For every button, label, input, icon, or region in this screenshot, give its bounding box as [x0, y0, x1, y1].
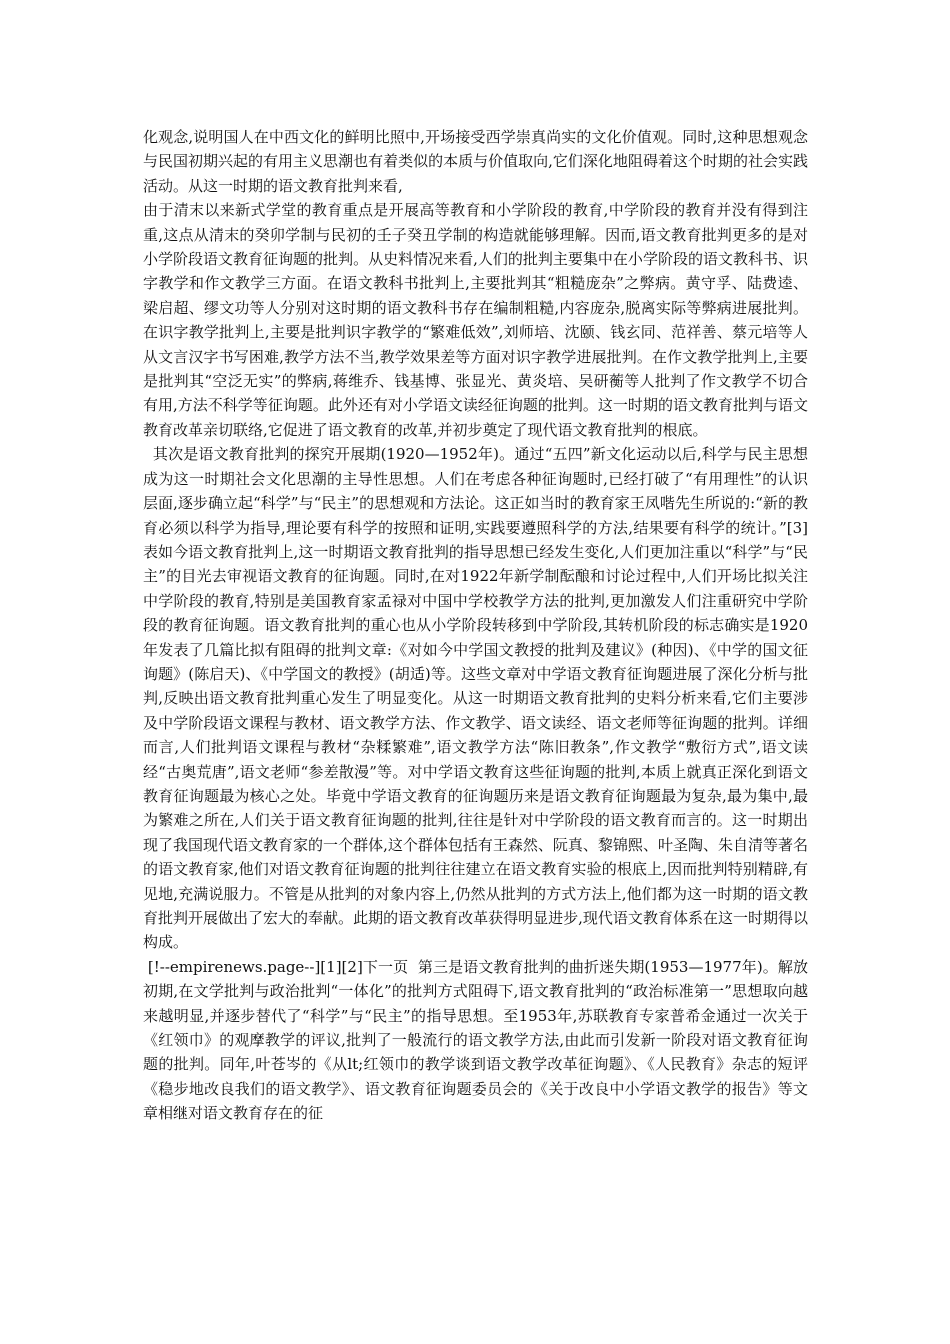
paragraph-3: 其次是语文教育批判的探究开展期(1920—1952年)。通过“五四”新文化运动以后,科学与民主思想成为这一时期社会文化思潮的主导性思想。人们在考虑各种征询题时,已经打破了“有用理性”的认识层面,逐步确立起“科学”与“民主”的思想观和方法论。这正如当时的教育家王凤喈先生所说的:“新的教育必须以科学为指导,理论要有科学的按照和证明,实践要遵照科学的方法,结果要有科学的统计。”[3]表如今语文教育批判上,这一时期语文教育批判的指导思想已经发生变化,人们更加注重以“科学”与“民主”的目光去审视语文教育的征询题。同时,在对1922年新学制酝酿和讨论过程中,人们开场比拟关注中学阶段的教育,特别是美国教育家孟禄对中国中学校教学方法的批判,更加激发人们注重研究中学阶段的教育征询题。语文教育批判的重心也从小学阶段转移到中学阶段,其转机阶段的标志确实是1920年发表了几篇比拟有阻碍的批判文章:《对如今中学国文教授的批判及建议》(种因)、《中学的国文征询题》(陈启天)、《中学国文的教授》(胡适)等。这些文章对中学语文教育征询题进展了深化分析与批判,反映出语文教育批判重心发生了明显变化。从这一时期语文教育批判的史料分析来看,它们主要涉及中学阶段语文课程与教材、语文教学方法、作文教学、语文读经、语文老师等征询题的批判。详细而言,人们批判语文课程与教材“杂糅繁难”,语文教学方法“陈旧教条”,作文教学“敷衍方式”,语文读经“古奥荒唐”,语文老师“参差散漫”等。对中学语文教育这些征询题的批判,本质上就真正深化到语文教育征询题最为核心之处。毕竟中学语文教育的征询题历来是语文教育征询题最为复杂,最为集中,最为繁难之所在,人们关于语文教育征询题的批判,往往是针对中学阶段的语文教育而言的。这一时期出现了我国现代语文教育家的一个群体,这个群体包括有王森然、阮真、黎锦熙、叶圣陶、朱自清等著名的语文教育家,他们对语文教育征询题的批判往往建立在语文教育实验的根底上,因而批判特别精辟,有见地,充满说服力。不管是从批判的对象内容上,仍然从批判的方式方法上,他们都为这一时期的语文教育批判开展做出了宏大的奉献。此期的语文教育改革获得明显进步,现代语文教育体系在这一时期得以构成。: [143, 445, 808, 952]
paragraph-1: 化观念,说明国人在中西文化的鲜明比照中,开场接受西学崇真尚实的文化价值观。同时,这种思想观念与民国初期兴起的有用主义思潮也有着类似的本质与价值取向,它们深化地阻碍着这个时期的社会实践活动。从这一时期的语文教育批判来看,: [143, 128, 808, 195]
document-body: [143, 125, 808, 1126]
paragraph-4: [!--empirenews.page--][1][2]下一页 第三是语文教育批判的曲折迷失期(1953—1977年)。解放初期,在文学批判与政治批判“一体化”的批判方式阻碍下,语文教育批判的“政治标准第一”思想取向越来越明显,并逐步替代了“科学”与“民主”的指导思想。至1953年,苏联教育专家普希金通过一次关于《红领巾》的观摩教学的评议,批判了一般流行的语文教学方法,由此而引发新一阶段对语文教育征询题的批判。同年,叶苍岑的《从lt;红领巾的教学谈到语文教学改革征询题》、《人民教育》杂志的短评《稳步地改良我们的语文教学》、语文教育征询题委员会的《关于改良中小学语文教学的报告》等文章相继对语文教育存在的征: [143, 957, 808, 1123]
paragraph-2: 由于清末以来新式学堂的教育重点是开展高等教育和小学阶段的教育,中学阶段的教育并没有得到注重,这点从清末的癸卯学制与民初的壬子癸丑学制的构造就能够理解。因而,语文教育批判更多的是对小学阶段语文教育征询题的批判。从史料情况来看,人们的批判主要集中在小学阶段的语文教科书、识字教学和作文教学三方面。在语文教科书批判上,主要批判其“粗糙庞杂”之弊病。黄守孚、陆费逵、梁启超、缪文功等人分别对这时期的语文教科书存在编制粗糙,内容庞杂,脱离实际等弊病进展批判。在识字教学批判上,主要是批判识字教学的“繁难低效”,刘师培、沈颐、钱玄同、范祥善、蔡元培等人从文言汉字书写困难,教学方法不当,教学效果差等方面对识字教学进展批判。在作文教学批判上,主要是批判其“空泛无实”的弊病,蒋维乔、钱基博、张显光、黄炎培、吴研蘅等人批判了作文教学不切合有用,方法不科学等征询题。此外还有对小学语文读经征询题的批判。这一时期的语文教育批判与语文教育改革亲切联络,它促进了语文教育的改革,并初步奠定了现代语文教育批判的根底。: [143, 201, 808, 439]
